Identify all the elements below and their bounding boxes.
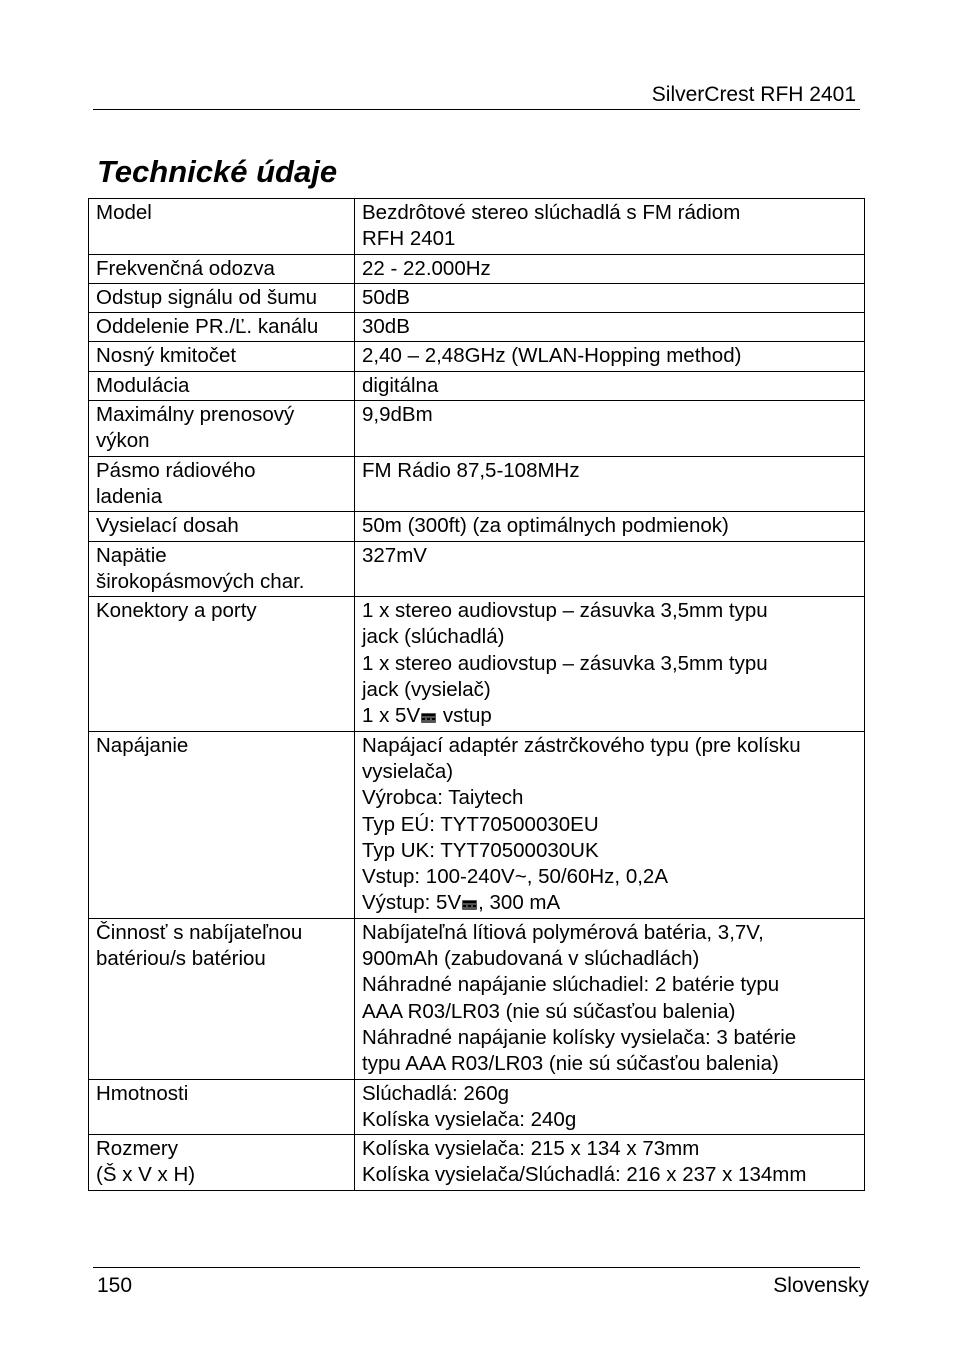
spec-value-cell	[355, 283, 865, 312]
spec-value-line: Vstup: 100-240V~, 50/60Hz, 0,2A	[362, 865, 668, 889]
spec-value-line: Náhradné napájanie kolísky vysielača: 3 batérie	[362, 1025, 797, 1049]
table-row	[89, 283, 865, 312]
spec-value-line: Nabíjateľná lítiová polymérová batéria, 3,7V,	[362, 920, 764, 944]
spec-value-line: Bezdrôtové stereo slúchadlá s FM rádiom	[362, 201, 741, 224]
spec-value-text: 1 x 5V	[362, 704, 421, 728]
spec-key-line: Oddelenie PR./Ľ. kanálu	[96, 315, 319, 339]
spec-value-cell	[355, 512, 865, 541]
dc-current-icon	[462, 900, 477, 910]
spec-key-line: Vysielací dosah	[96, 514, 239, 538]
spec-value-line	[362, 703, 858, 729]
spec-key-cell	[89, 918, 355, 1079]
spec-value-line: 50m (300ft) (za optimálnych podmienok)	[362, 514, 729, 538]
table-row	[89, 401, 865, 457]
spec-key-line: výkon	[96, 429, 150, 453]
spec-key-cell	[89, 597, 355, 731]
spec-value-line: vysielača)	[362, 759, 454, 783]
spec-key-cell	[89, 512, 355, 541]
table-row	[89, 199, 865, 255]
spec-key-line: ladenia	[96, 484, 163, 508]
spec-key-line: Odstup signálu od šumu	[96, 285, 318, 309]
footer-language: Slovensky	[773, 1274, 869, 1297]
spec-key-cell	[89, 1135, 355, 1191]
spec-key-line: Frekvenčná odozva	[96, 256, 275, 280]
table-row	[89, 1135, 865, 1191]
spec-value-line	[362, 890, 858, 916]
spec-key-line: Model	[96, 201, 152, 224]
page-title: Technické údaje	[97, 154, 338, 189]
spec-value-cell	[355, 313, 865, 342]
spec-value-line: 1 x stereo audiovstup – zásuvka 3,5mm typu	[362, 651, 768, 675]
dc-current-icon	[421, 713, 436, 723]
spec-key-cell	[89, 401, 355, 457]
spec-value-cell	[355, 918, 865, 1079]
spec-value-line: Kolíska vysielača: 215 x 134 x 73mm	[362, 1137, 700, 1161]
spec-value-cell	[355, 731, 865, 918]
spec-key-line: batériou/s batériou	[96, 947, 266, 971]
spec-key-line: Pásmo rádiového	[96, 458, 256, 482]
spec-key-line: Nosný kmitočet	[96, 344, 237, 368]
table-row	[89, 541, 865, 597]
spec-value-line: Typ EÚ: TYT70500030EU	[362, 812, 599, 836]
spec-value-cell	[355, 541, 865, 597]
spec-value-line: Slúchadlá: 260g	[362, 1081, 510, 1105]
page-number: 150	[97, 1274, 133, 1297]
spec-key-line: Činnosť s nabíjateľnou	[96, 920, 303, 944]
spec-key-line: Napätie	[96, 543, 167, 567]
spec-value-cell	[355, 1079, 865, 1135]
spec-key-cell	[89, 731, 355, 918]
spec-value-line: jack (vysielač)	[362, 678, 491, 702]
spec-value-line: 50dB	[362, 285, 410, 309]
spec-value-line: AAA R03/LR03 (nie sú súčasťou balenia)	[362, 999, 736, 1023]
spec-key-line: Hmotnosti	[96, 1081, 189, 1105]
spec-value-line: Výrobca: Taiytech	[362, 786, 524, 810]
table-row	[89, 371, 865, 400]
spec-value-line: RFH 2401	[362, 227, 456, 251]
table-row	[89, 512, 865, 541]
spec-key-line: širokopásmových char.	[96, 569, 305, 593]
spec-value-cell	[355, 1135, 865, 1191]
spec-value-line: 900mAh (zabudovaná v slúchadlách)	[362, 947, 700, 971]
spec-value-line: 9,9dBm	[362, 403, 433, 427]
spec-value-text: Výstup: 5V	[362, 891, 462, 915]
spec-key-cell	[89, 371, 355, 400]
spec-value-line: 30dB	[362, 315, 410, 339]
spec-value-line: digitálna	[362, 373, 439, 397]
header-rule	[93, 109, 860, 110]
spec-value-line: typu AAA R03/LR03 (nie sú súčasťou balenia)	[362, 1052, 779, 1076]
spec-value-line: Napájací adaptér zástrčkového typu (pre kolísku	[362, 733, 801, 757]
spec-value-line: jack (slúchadlá)	[362, 625, 505, 649]
spec-value-line: Náhradné napájanie slúchadiel: 2 batérie typu	[362, 973, 780, 997]
spec-value-cell	[355, 199, 865, 255]
spec-key-cell	[89, 313, 355, 342]
table-row	[89, 342, 865, 371]
spec-key-line: Modulácia	[96, 373, 190, 397]
spec-table-body	[89, 199, 865, 1191]
spec-value-line: Kolíska vysielača: 240g	[362, 1107, 577, 1131]
spec-key-cell	[89, 254, 355, 283]
spec-value-cell	[355, 342, 865, 371]
spec-value-cell	[355, 254, 865, 283]
spec-key-line: Maximálny prenosový	[96, 403, 295, 427]
spec-value-line: 22 - 22.000Hz	[362, 256, 491, 280]
spec-key-cell	[89, 199, 355, 255]
spec-value-line: FM Rádio 87,5-108MHz	[362, 458, 580, 482]
spec-key-cell	[89, 283, 355, 312]
spec-key-line: Napájanie	[96, 733, 189, 757]
table-row	[89, 597, 865, 731]
spec-value-text: , 300 mA	[478, 891, 561, 915]
spec-value-cell	[355, 456, 865, 512]
spec-value-line: 327mV	[362, 543, 427, 567]
spec-value-cell	[355, 401, 865, 457]
spec-key-cell	[89, 541, 355, 597]
table-row	[89, 456, 865, 512]
spec-key-cell	[89, 456, 355, 512]
spec-key-cell	[89, 342, 355, 371]
spec-value-line: 1 x stereo audiovstup – zásuvka 3,5mm typu	[362, 599, 768, 623]
spec-key-cell	[89, 1079, 355, 1135]
spec-key-line: Konektory a porty	[96, 599, 257, 623]
header-product-name: SilverCrest RFH 2401	[651, 83, 856, 106]
spec-value-line: Typ UK: TYT70500030UK	[362, 838, 599, 862]
spec-value-line: 2,40 – 2,48GHz (WLAN-Hopping method)	[362, 344, 742, 368]
table-row	[89, 1079, 865, 1135]
table-row	[89, 254, 865, 283]
spec-value-text: vstup	[437, 704, 492, 728]
table-row	[89, 918, 865, 1079]
table-row	[89, 731, 865, 918]
spec-value-line: Kolíska vysielača/Slúchadlá: 216 x 237 x 134mm	[362, 1163, 807, 1187]
footer-rule	[93, 1267, 860, 1268]
spec-key-line: Rozmery	[96, 1137, 179, 1161]
spec-value-cell	[355, 371, 865, 400]
table-row	[89, 313, 865, 342]
spec-table	[88, 198, 865, 1191]
spec-key-line: (Š x V x H)	[96, 1163, 196, 1187]
spec-value-cell	[355, 597, 865, 731]
